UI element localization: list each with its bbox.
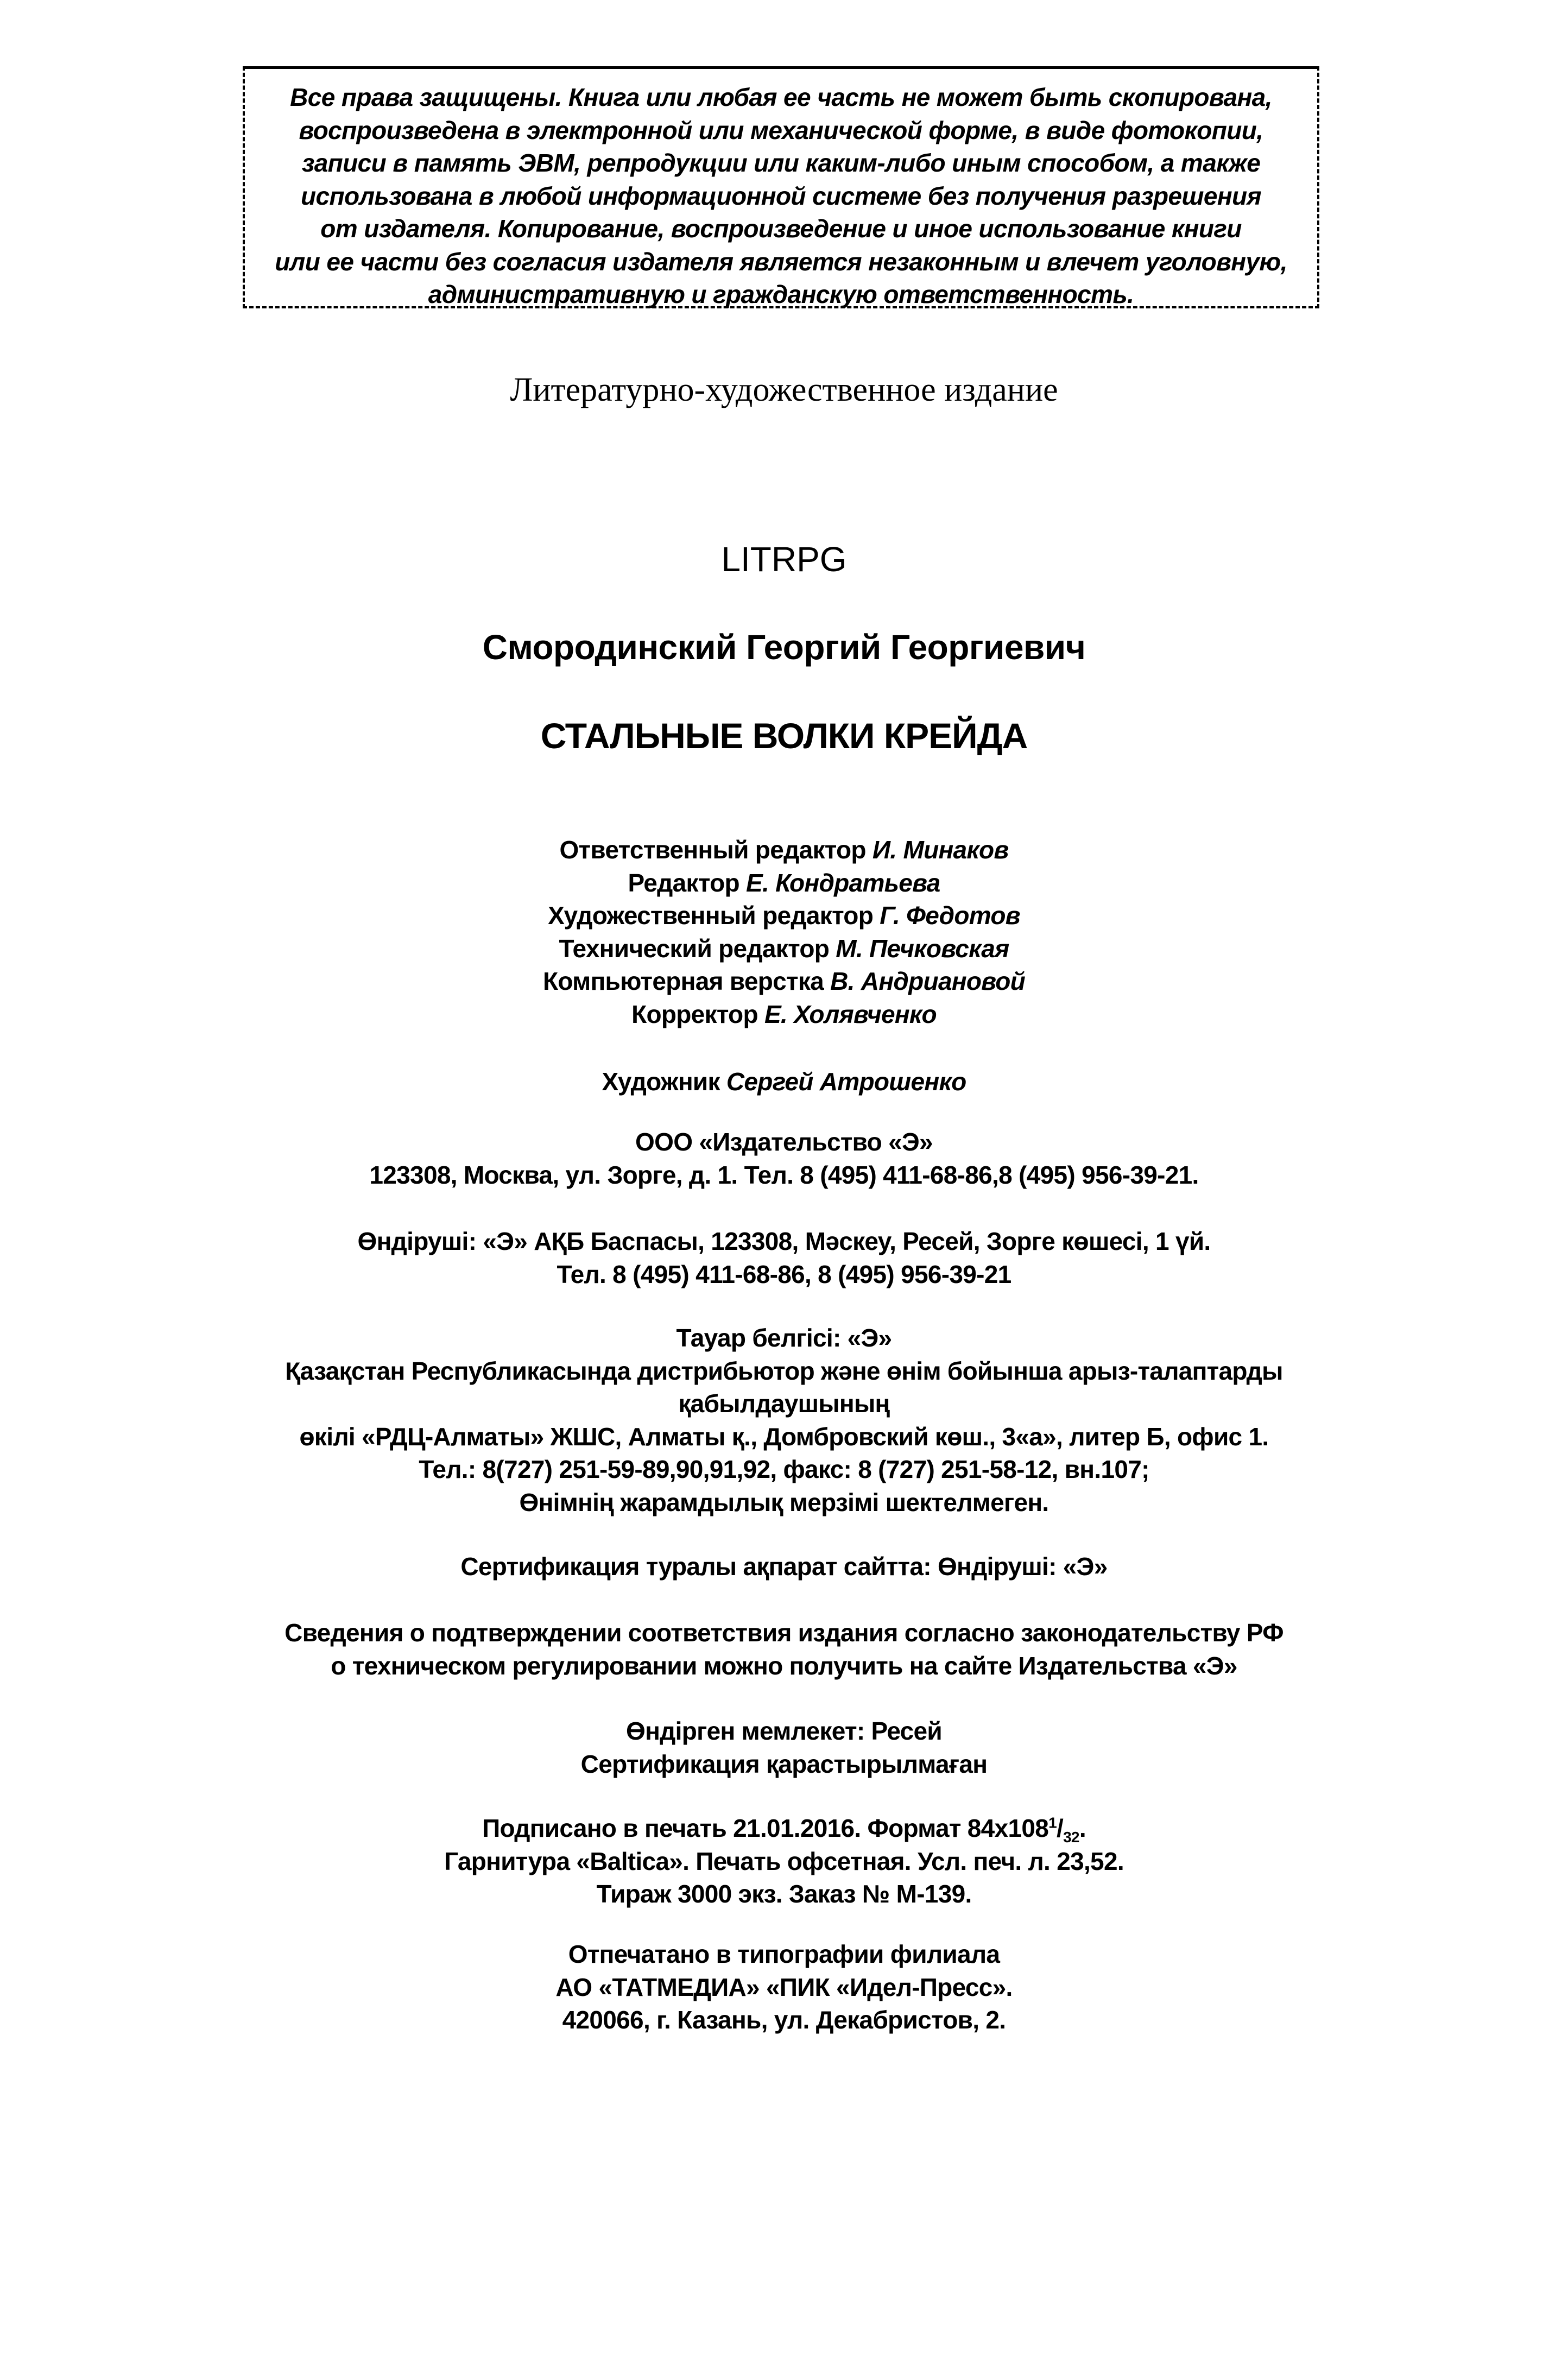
rights-notice-line: записи в память ЭВМ, репродукции или каким-либо иным способом, а также — [301, 149, 1261, 177]
publisher-address: 123308, Москва, ул. Зорге, д. 1. Тел. 8 (495) 411-68-86,8 (495) 956-39-21. — [369, 1160, 1199, 1189]
credits-block — [0, 833, 1568, 1031]
conformity-block: Сведения о подтверждении соответствия издания согласно законодательству РФ о техническом регулировании можно получить на сайте Издательства «Э» — [284, 1619, 1284, 1680]
credit-line: Корректор Е. Холявченко — [631, 1000, 937, 1028]
rights-notice-line: административную и гражданскую ответственность. — [428, 280, 1134, 308]
rights-notice-line: или ее части без согласия издателя является незаконным и влечет уголовную, — [275, 247, 1287, 276]
kz-trademark-block: Тауар белгісі: «Э» Қазақстан Республикасында дистрибьютор және өнім бойынша арыз-талаптарды қабылдаушының өкілі «РДЦ-Алматы» ЖШС, Алматы қ., Домбровский көш., 3«а», литер Б, офис 1. Тел.: 8(727) 251-59-89,90,91,92, факс: 8 (727) 251-58-12, вн.107; Өнімнің жарамдылық мерзімі шектелмеген. — [285, 1324, 1283, 1516]
rights-notice-line: Все права защищены. Книга или любая ее часть не может быть скопирована, — [290, 83, 1272, 111]
rights-notice-line: воспроизведена в электронной или механической форме, в виде фотокопии, — [299, 116, 1263, 144]
genre-label: Литературно-художественное издание — [510, 371, 1058, 408]
credit-line: Технический редактор М. Печковская — [559, 934, 1009, 963]
publisher-name: ООО «Издательство «Э» — [635, 1128, 933, 1156]
credit-line: Художественный редактор Г. Федотов — [548, 901, 1020, 930]
credit-line: Ответственный редактор И. Минаков — [559, 836, 1009, 864]
artist-line: Художник Сергей Атрошенко — [602, 1067, 966, 1096]
rights-notice-line: от издателя. Копирование, воспроизведение и иное использование книги — [320, 214, 1242, 243]
origin-block: Өндірген мемлекет: Ресей Сертификация қарастырылмаған — [580, 1717, 988, 1778]
book-title: СТАЛЬНЫЕ ВОЛКИ КРЕЙДА — [540, 716, 1028, 756]
credit-line: Редактор Е. Кондратьева — [628, 868, 940, 897]
author-name: Смородинский Георгий Георгиевич — [482, 628, 1086, 667]
rights-notice-line: использована в любой информационной системе без получения разрешения — [300, 181, 1261, 210]
kz-certification: Сертификация туралы ақпарат сайтта: Өндіруші: «Э» — [460, 1552, 1108, 1581]
publisher-block — [0, 1126, 1568, 1191]
print-specs-block: Подписано в печать 21.01.2016. Формат $84х108^1/_{32}$. Гарнитура «Baltica». Печать офсетная. Усл. печ. л. 23,52. Тираж 3000 экз. Заказ № М-139. — [0, 1812, 1568, 1911]
rights-notice-box — [243, 66, 1319, 308]
printer-block: Отпечатано в типографии филиала АО «ТАТМЕДИА» «ПИК «Идел-Пресс». 420066, г. Казань, ул. Декабристов, 2. — [555, 1940, 1013, 2034]
kz-producer-block: Өндіруші: «Э» АҚБ Баспасы, 123308, Мәскеу, Ресей, Зорге көшесі, 1 үй. Тел. 8 (495) 411-68-86, 8 (495) 956-39-21 — [357, 1227, 1211, 1288]
print-signed-line: Подписано в печать 21.01.2016. Формат $84х108^1/_{32}$. — [482, 1814, 1086, 1846]
series-label: LITRPG — [721, 540, 847, 579]
credit-line: Компьютерная верстка В. Андриановой — [542, 967, 1026, 995]
